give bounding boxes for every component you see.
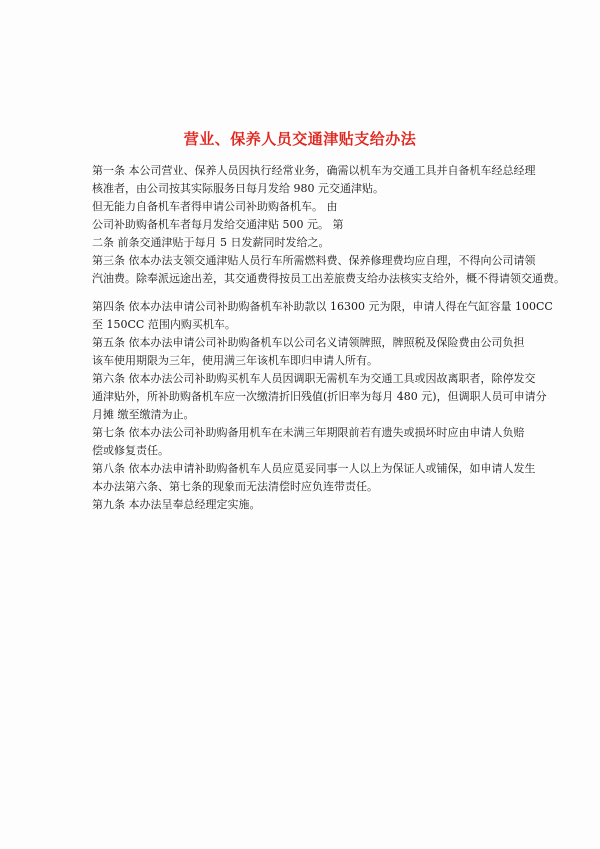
- document-line: 该车使用期限为三年，使用满三年该机车即归申请人所有。: [92, 354, 378, 367]
- document-line: 月摊 缴至缴清为止。: [92, 408, 195, 421]
- document-line: 通津贴外，所补助购备机车应一次缴清折旧残值(折旧率为每月 480 元)，但调职人员可申请分: [92, 390, 547, 403]
- document-title: 营业、保养人员交通津贴支给办法: [183, 130, 417, 148]
- paragraph-gap: [92, 288, 516, 298]
- document-line: 公司补助购备机车者每月发给交通津贴 500 元。 第: [92, 218, 344, 231]
- document-line: 第三条 依本办法支领交通津贴人员行车所需燃料费、保养修理费均应自理，不得向公司请领: [92, 254, 536, 267]
- document-line: 第九条 本办法呈奉总经理定实施。: [92, 498, 261, 511]
- document-line: 第一条 本公司营业、保养人员因执行经常业务，确需以机车为交通工具并自备机车经总经理: [92, 164, 536, 177]
- document-line: 第四条 依本办法申请公司补助购备机车补助款以 16300 元为限，申请人得在气缸容量 100CC: [92, 300, 553, 313]
- document-line: 但无能力自备机车者得申请公司补助购备机车。 由: [92, 200, 338, 213]
- document-line: 第七条 依本办法公司补助购备用机车在未满三年期限前若有遗失或损坏时应由申请人负赔: [92, 426, 525, 439]
- document-line: 汽油费。除奉派远途出差，其交通费得按员工出差旅费支给办法核实支给外，概不得请领交通费。: [92, 272, 565, 285]
- document-line: 第八条 依本办法申请补助购备机车人员应觅妥同事一人以上为保证人或铺保，如申请人发生: [92, 462, 536, 475]
- document-line: 第五条 依本办法申请公司补助购备机车以公司名义请领牌照，牌照税及保险费由公司负担: [92, 336, 525, 349]
- document-line: 第六条 依本办法公司补助购买机车人员因调职无需机车为交通工具或因故离职者，除停发交: [92, 372, 536, 385]
- document-line: 二条 前条交通津贴于每月 5 日发薪同时发给之。: [92, 236, 330, 249]
- document-line: 至 150CC 范围内购买机车。: [92, 318, 236, 331]
- document-body: [92, 162, 565, 514]
- document-line: 核准者，由公司按其实际服务日每月发给 980 元交通津贴。: [92, 182, 384, 195]
- document-line: 本办法第六条、第七条的现象而无法清偿时应负连带责任。: [92, 480, 378, 493]
- document-line: 偿或修复责任。: [92, 444, 169, 457]
